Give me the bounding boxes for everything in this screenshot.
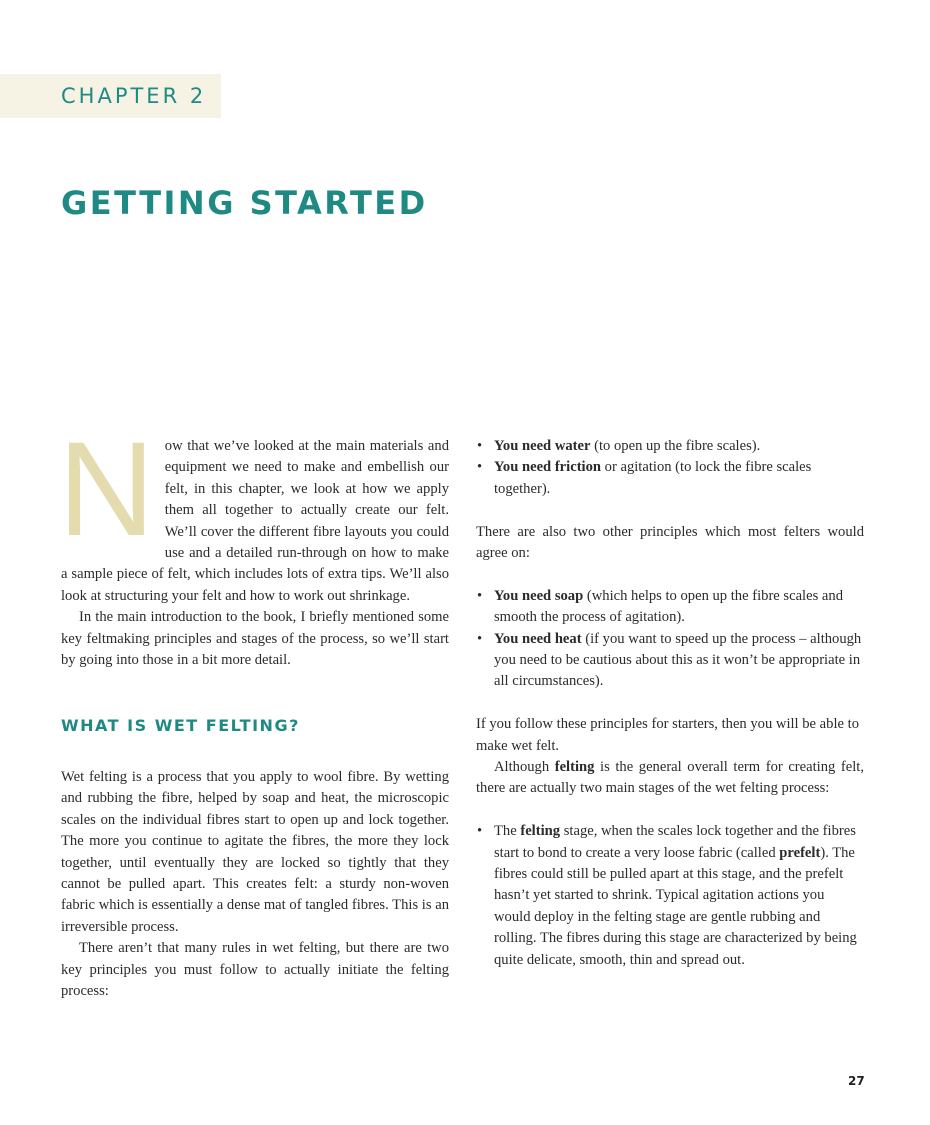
bullet-icon: •	[477, 823, 483, 840]
follow-paragraph: If you follow these principles for starters, then you will be able to make wet felt.	[476, 716, 859, 754]
other-principles-intro: There are also two other principles which most felters would agree on:	[476, 523, 864, 562]
chapter-label: CHAPTER 2	[61, 84, 207, 108]
stages-paragraph: Although felting is the general overall term for creating felt, there are actually two main stages of the wet felting process:	[476, 759, 864, 797]
list-item: • You need water (to open up the fibre scales).	[476, 436, 864, 457]
bullet-icon: •	[477, 459, 483, 476]
rules-paragraph: There aren’t that many rules in wet felting, but there are two key principles you must follow to actually initiate the felting process:	[61, 940, 449, 999]
bullet-icon: •	[477, 587, 483, 604]
page-title: GETTING STARTED	[61, 184, 428, 222]
list-item: • You need friction or agitation (to lock the fibre scales together).	[477, 459, 812, 497]
page-number: 27	[848, 1074, 865, 1088]
other-principles-list	[476, 586, 864, 693]
stages-list	[476, 821, 864, 971]
intro-text: ow that we’ve looked at the main materials and equipment we need to make and embellish our felt, in this chapter, we look at how we apply them all together to actually create our felt. We’ll cover the different fibre layouts you could use and a detailed run-through on how to make a sample piece of felt, which includes lots of extra tips. We’ll also look at structuring your felt and how to work out shrinkage.	[61, 438, 449, 604]
key-principles-list	[476, 436, 864, 500]
list-item: • You need heat (if you want to speed up the process – although you need to be cautious about this as it won’t be appropriate in all circumstances).	[477, 630, 862, 690]
bullet-icon: •	[477, 438, 483, 454]
drop-cap: N	[58, 415, 155, 564]
section-heading: WHAT IS WET FELTING?	[61, 716, 300, 736]
intro-paragraph-2: In the main introduction to the book, I briefly mentioned some key feltmaking principles and stages of the process, so we’ll start by going into those in a bit more detail.	[61, 609, 449, 669]
right-column	[476, 436, 864, 971]
bullet-icon: •	[477, 630, 483, 647]
list-item: • You need soap (which helps to open up the fibre scales and smooth the process of agitation).	[477, 587, 843, 626]
list-item: • The felting stage, when the scales lock together and the fibres start to bond to create a very loose fabric (called prefelt). The fibres could still be pulled apart at this stage, and the prefelt hasn’t yet started to shrink. Typical agitation actions you would deploy in the felting stage are gentle rubbing and rolling. The fibres during this stage are characterized by being quite delicate, smooth, thin and spread out.	[477, 823, 857, 968]
intro-paragraph	[58, 415, 449, 607]
wet-felting-paragraph: Wet felting is a process that you apply to wool fibre. By wetting and rubbing the fibre, helped by soap and heat, the microscopic scales on the individual fibres start to open up and lock together. The more you continue to agitate the fibres, the more they lock together, until eventually they are locked so tightly that they cannot be pulled apart. This creates felt: a sturdy non-woven fabric which is essentially a dense mat of tangled fibres. This is an irreversible process.	[61, 768, 449, 935]
left-column	[58, 415, 449, 1002]
